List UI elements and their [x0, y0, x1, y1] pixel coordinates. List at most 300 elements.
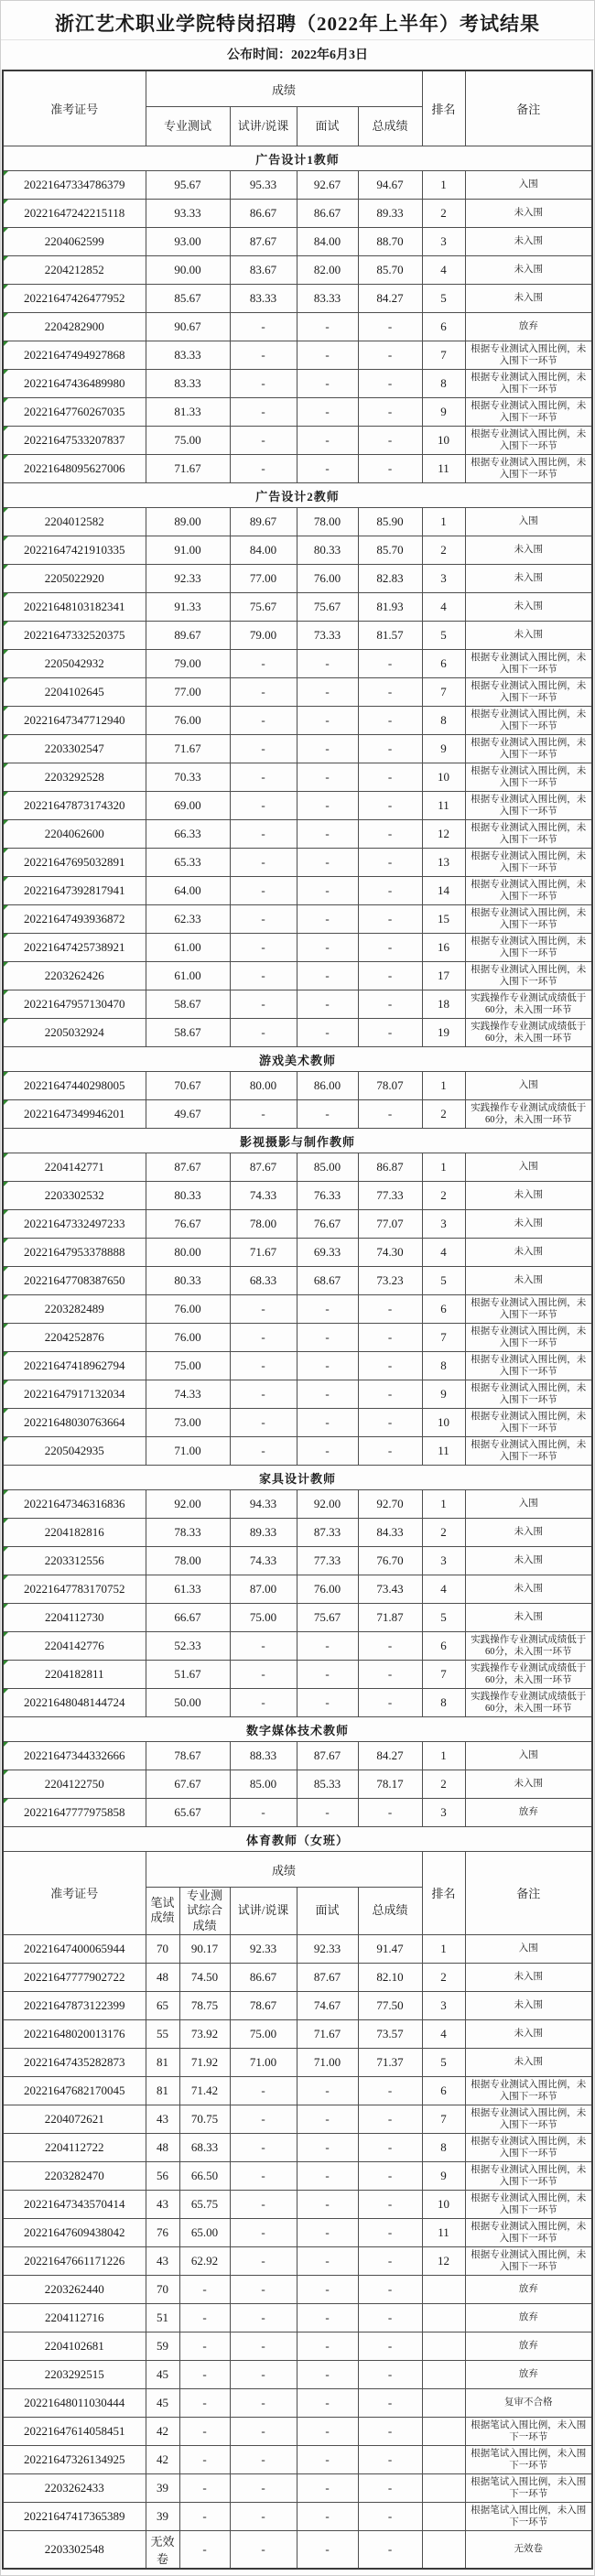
corner-marker-icon [4, 285, 8, 289]
exam-id-cell: 20221647347712940 [3, 707, 146, 735]
total-score-cell: - [358, 2332, 422, 2360]
trial-lecture-score-cell: - [230, 877, 297, 905]
rank-cell: 9 [422, 2161, 465, 2190]
rank-cell: 10 [422, 1409, 465, 1437]
total-score-cell: - [358, 370, 422, 398]
rank-cell: 8 [422, 370, 465, 398]
written-score-cell: 43 [146, 2246, 179, 2275]
remark-cell: 未入围 [465, 1547, 592, 1575]
rank-cell: 11 [422, 455, 465, 483]
corner-marker-icon [4, 763, 8, 768]
trial-lecture-score-cell: 71.67 [230, 1239, 297, 1267]
professional-test-score-cell: 69.00 [146, 792, 230, 820]
remark-cell: 未入围 [465, 1182, 592, 1210]
interview-score-cell: - [297, 877, 358, 905]
total-score-cell: - [358, 1632, 422, 1661]
header-remark: 备注 [465, 70, 592, 146]
exam-id-cell: 2205022920 [3, 565, 146, 593]
remark-cell: 未入围 [465, 1963, 592, 1991]
trial-lecture-score-cell: - [230, 962, 297, 990]
rank-cell: 5 [422, 1604, 465, 1632]
professional-test-score-cell: 78.33 [146, 1519, 230, 1547]
interview-score-cell: - [297, 455, 358, 483]
rank-cell: 1 [422, 1153, 465, 1182]
professional-test-score-cell: 71.00 [146, 1437, 230, 1466]
interview-score-cell: - [297, 398, 358, 427]
exam-id-cell: 20221647682170045 [3, 2076, 146, 2105]
trial-lecture-score-cell: - [230, 370, 297, 398]
result-row [3, 1799, 592, 1827]
remark-cell: 未入围 [465, 1991, 592, 2019]
professional-combined-score-cell: 62.92 [179, 2246, 230, 2275]
trial-lecture-score-cell: 86.67 [230, 1963, 297, 1991]
remark-cell: 未入围 [465, 1239, 592, 1267]
corner-marker-icon [4, 1182, 8, 1186]
professional-test-score-cell: 61.33 [146, 1575, 230, 1604]
professional-test-score-cell: 75.00 [146, 1352, 230, 1380]
professional-combined-score-cell: - [179, 2502, 230, 2530]
interview-score-cell: - [297, 2246, 358, 2275]
result-row [3, 2275, 592, 2303]
trial-lecture-score-cell: 88.33 [230, 1742, 297, 1770]
interview-score-cell: - [297, 1352, 358, 1380]
exam-id-cell: 20221647349946201 [3, 1100, 146, 1129]
remark-cell: 未入围 [465, 2048, 592, 2076]
exam-id-cell: 20221648048144724 [3, 1689, 146, 1717]
remark-cell: 未入围 [465, 1575, 592, 1604]
corner-marker-icon [4, 1437, 8, 1442]
interview-score-cell: - [297, 2105, 358, 2133]
trial-lecture-score-cell: 77.00 [230, 565, 297, 593]
trial-lecture-score-cell: 74.33 [230, 1547, 297, 1575]
interview-score-cell: 92.33 [297, 1934, 358, 1963]
trial-lecture-score-cell: 80.00 [230, 1072, 297, 1100]
corner-marker-icon [4, 1295, 8, 1300]
total-score-cell: - [358, 962, 422, 990]
written-score-cell: 70 [146, 1934, 179, 1963]
remark-cell: 实践操作专业测试成绩低于60分，未入围一环节 [465, 1661, 592, 1689]
professional-combined-score-cell: - [179, 2445, 230, 2473]
trial-lecture-score-cell: - [230, 2133, 297, 2161]
result-row [3, 1604, 592, 1632]
professional-combined-score-cell: - [179, 2332, 230, 2360]
written-score-cell: 39 [146, 2502, 179, 2530]
trial-lecture-score-cell: - [230, 849, 297, 877]
result-row [3, 1519, 592, 1547]
exam-id-cell: 20221647426477952 [3, 285, 146, 313]
remark-cell: 根据笔试入围比例，未入围下一环节 [465, 2417, 592, 2445]
trial-lecture-score-cell: 89.67 [230, 508, 297, 536]
total-score-cell: - [358, 2218, 422, 2246]
trial-lecture-score-cell: - [230, 934, 297, 962]
interview-score-cell: 78.00 [297, 508, 358, 536]
result-row [3, 1770, 592, 1799]
corner-marker-icon [4, 792, 8, 796]
rank-cell: 2 [422, 200, 465, 228]
header-score-group: 成绩 [146, 1852, 422, 1888]
corner-marker-icon [4, 1799, 8, 1803]
result-row [3, 877, 592, 905]
rank-cell: 13 [422, 849, 465, 877]
interview-score-cell: 87.67 [297, 1963, 358, 1991]
rank-cell [422, 2332, 465, 2360]
result-row [3, 1100, 592, 1129]
total-score-cell: - [358, 1295, 422, 1324]
interview-score-cell: 85.33 [297, 1770, 358, 1799]
trial-lecture-score-cell: 89.33 [230, 1519, 297, 1547]
trial-lecture-score-cell: 92.33 [230, 1934, 297, 1963]
interview-score-cell: 76.67 [297, 1210, 358, 1239]
trial-lecture-score-cell: - [230, 735, 297, 763]
exam-id-cell: 20221647326134925 [3, 2445, 146, 2473]
total-score-cell: 88.70 [358, 228, 422, 256]
corner-marker-icon [4, 171, 8, 176]
total-score-cell: - [358, 2360, 422, 2388]
professional-test-score-cell: 83.33 [146, 370, 230, 398]
total-score-cell: - [358, 792, 422, 820]
exam-id-cell: 2204062599 [3, 228, 146, 256]
remark-cell: 未入围 [465, 622, 592, 650]
trial-lecture-score-cell: - [230, 2502, 297, 2530]
result-row [3, 1210, 592, 1239]
total-score-cell: 71.87 [358, 1604, 422, 1632]
professional-combined-score-cell: - [179, 2417, 230, 2445]
professional-test-score-cell: 89.00 [146, 508, 230, 536]
trial-lecture-score-cell: 85.00 [230, 1770, 297, 1799]
professional-test-score-cell: 66.67 [146, 1604, 230, 1632]
exam-id-cell: 20221647332520375 [3, 622, 146, 650]
corner-marker-icon [4, 1409, 8, 1413]
corner-marker-icon [4, 313, 8, 318]
rank-cell: 12 [422, 820, 465, 849]
trial-lecture-score-cell: 78.00 [230, 1210, 297, 1239]
interview-score-cell: - [297, 650, 358, 678]
exam-id-cell: 2203262426 [3, 962, 146, 990]
interview-score-cell: 85.00 [297, 1153, 358, 1182]
rank-cell: 6 [422, 650, 465, 678]
total-score-cell: - [358, 455, 422, 483]
corner-marker-icon [4, 905, 8, 910]
exam-id-cell: 20221647421910335 [3, 536, 146, 565]
remark-cell: 根据专业测试入围比例，未入围下一环节 [465, 849, 592, 877]
interview-score-cell: - [297, 2133, 358, 2161]
result-row [3, 2190, 592, 2218]
interview-score-cell: - [297, 370, 358, 398]
corner-marker-icon [4, 1072, 8, 1077]
interview-score-cell: - [297, 2190, 358, 2218]
header-score-group: 成绩 [146, 70, 422, 107]
corner-marker-icon [4, 990, 8, 995]
exam-id-cell: 20221647435282873 [3, 2048, 146, 2076]
result-row [3, 1239, 592, 1267]
section-title: 广告设计1教师 [3, 146, 592, 171]
professional-test-score-cell: 65.33 [146, 849, 230, 877]
professional-combined-score-cell: 65.75 [179, 2190, 230, 2218]
interview-score-cell: 73.33 [297, 622, 358, 650]
result-row [3, 2445, 592, 2473]
trial-lecture-score-cell: - [230, 313, 297, 341]
trial-lecture-score-cell: - [230, 2303, 297, 2332]
exam-id-cell: 20221647873174320 [3, 792, 146, 820]
trial-lecture-score-cell: - [230, 2190, 297, 2218]
rank-cell: 4 [422, 256, 465, 285]
total-score-cell: - [358, 735, 422, 763]
interview-score-cell: 83.33 [297, 285, 358, 313]
corner-marker-icon [4, 877, 8, 882]
trial-lecture-score-cell: - [230, 1352, 297, 1380]
section-row [3, 1717, 592, 1742]
header-interview: 面试 [297, 1888, 358, 1935]
header-trial-lecture: 试讲/说课 [230, 107, 297, 146]
exam-id-cell: 2203302548 [3, 2530, 146, 2569]
total-score-cell: - [358, 341, 422, 370]
corner-marker-icon [4, 536, 8, 541]
remark-cell: 入围 [465, 508, 592, 536]
exam-id-cell: 20221647661171226 [3, 2246, 146, 2275]
professional-test-score-cell: 91.33 [146, 593, 230, 622]
corner-marker-icon [4, 1324, 8, 1328]
rank-cell: 12 [422, 2246, 465, 2275]
remark-cell: 未入围 [465, 285, 592, 313]
rank-cell: 1 [422, 1934, 465, 1963]
corner-marker-icon [4, 1352, 8, 1357]
exam-id-cell: 20221647334786379 [3, 171, 146, 200]
result-row [3, 200, 592, 228]
exam-id-cell: 2203312556 [3, 1547, 146, 1575]
interview-score-cell: - [297, 1799, 358, 1827]
corner-marker-icon [4, 962, 8, 967]
interview-score-cell: - [297, 2530, 358, 2569]
remark-cell: 根据专业测试入围比例，未入围下一环节 [465, 2190, 592, 2218]
result-row [3, 370, 592, 398]
interview-score-cell: - [297, 1100, 358, 1129]
remark-cell: 根据专业测试入围比例，未入围下一环节 [465, 650, 592, 678]
rank-cell: 3 [422, 1210, 465, 1239]
remark-cell: 入围 [465, 1072, 592, 1100]
trial-lecture-score-cell: - [230, 763, 297, 792]
publish-time: 公布时间：2022年6月3日 [227, 49, 368, 62]
corner-marker-icon [4, 1019, 8, 1023]
rank-cell: 6 [422, 1295, 465, 1324]
header-remark: 备注 [465, 1852, 592, 1935]
trial-lecture-score-cell: - [230, 1380, 297, 1409]
interview-score-cell: - [297, 1689, 358, 1717]
result-row [3, 1267, 592, 1295]
result-row [3, 763, 592, 792]
rank-cell: 1 [422, 1742, 465, 1770]
trial-lecture-score-cell: - [230, 2417, 297, 2445]
total-score-cell: - [358, 1380, 422, 1409]
result-row [3, 1380, 592, 1409]
exam-id-cell: 2204212852 [3, 256, 146, 285]
professional-combined-score-cell: - [179, 2303, 230, 2332]
total-score-cell: - [358, 849, 422, 877]
exam-id-cell: 20221647425738921 [3, 934, 146, 962]
interview-score-cell: 92.00 [297, 1490, 358, 1519]
rank-cell: 11 [422, 1437, 465, 1466]
result-row [3, 792, 592, 820]
trial-lecture-score-cell: - [230, 427, 297, 455]
remark-cell: 未入围 [465, 1210, 592, 1239]
remark-cell: 未入围 [465, 1519, 592, 1547]
result-row [3, 934, 592, 962]
trial-lecture-score-cell: - [230, 1324, 297, 1352]
corner-marker-icon [4, 455, 8, 460]
total-score-cell: - [358, 2445, 422, 2473]
trial-lecture-score-cell: - [230, 398, 297, 427]
interview-score-cell: 75.67 [297, 593, 358, 622]
interview-score-cell: 75.67 [297, 1604, 358, 1632]
total-score-cell: 82.83 [358, 565, 422, 593]
corner-marker-icon [4, 1661, 8, 1665]
total-score-cell: 81.93 [358, 593, 422, 622]
professional-test-score-cell: 70.33 [146, 763, 230, 792]
written-score-cell: 56 [146, 2161, 179, 2190]
exam-id-cell: 20221647777975858 [3, 1799, 146, 1827]
professional-combined-score-cell: 66.50 [179, 2161, 230, 2190]
exam-id-cell: 20221647392817941 [3, 877, 146, 905]
trial-lecture-score-cell: - [230, 1409, 297, 1437]
result-row [3, 2473, 592, 2502]
result-row [3, 905, 592, 934]
result-row [3, 1742, 592, 1770]
interview-score-cell: - [297, 2332, 358, 2360]
total-score-cell: 84.27 [358, 285, 422, 313]
interview-score-cell: 76.00 [297, 1575, 358, 1604]
result-row [3, 2530, 592, 2569]
section-row [3, 1827, 592, 1852]
interview-score-cell: - [297, 2275, 358, 2303]
trial-lecture-score-cell: 83.33 [230, 285, 297, 313]
rank-cell: 6 [422, 2076, 465, 2105]
result-row [3, 508, 592, 536]
professional-test-score-cell: 90.67 [146, 313, 230, 341]
interview-score-cell: - [297, 792, 358, 820]
exam-id-cell: 20221647332497233 [3, 1210, 146, 1239]
section-row [3, 1047, 592, 1072]
remark-cell: 根据专业测试入围比例，未入围下一环节 [465, 905, 592, 934]
remark-cell: 未入围 [465, 1770, 592, 1799]
interview-score-cell: - [297, 2388, 358, 2417]
section-row [3, 483, 592, 508]
exam-id-cell: 2203262433 [3, 2473, 146, 2502]
rank-cell: 7 [422, 1661, 465, 1689]
written-score-cell: 42 [146, 2417, 179, 2445]
result-row [3, 2360, 592, 2388]
total-score-cell: 82.10 [358, 1963, 422, 1991]
exam-id-cell: 2204102645 [3, 678, 146, 707]
remark-cell: 根据专业测试入围比例，未入围下一环节 [465, 2246, 592, 2275]
exam-id-cell: 20221647533207837 [3, 427, 146, 455]
exam-id-cell: 2203302547 [3, 735, 146, 763]
header-exam-id: 准考证号 [3, 1852, 146, 1935]
result-row [3, 622, 592, 650]
corner-marker-icon [4, 622, 8, 626]
trial-lecture-score-cell: - [230, 2246, 297, 2275]
interview-score-cell: 77.33 [297, 1547, 358, 1575]
remark-cell: 根据专业测试入围比例，未入围下一环节 [465, 820, 592, 849]
pe-header-row [3, 1852, 592, 1888]
corner-marker-icon [4, 650, 8, 655]
result-row [3, 341, 592, 370]
professional-test-score-cell: 71.67 [146, 735, 230, 763]
remark-cell: 放弃 [465, 2275, 592, 2303]
exam-id-cell: 2203302532 [3, 1182, 146, 1210]
remark-cell: 实践操作专业测试成绩低于60分，未入围一环节 [465, 1019, 592, 1047]
professional-test-score-cell: 58.67 [146, 1019, 230, 1047]
exam-id-cell: 20221647343570414 [3, 2190, 146, 2218]
header-total-score: 总成绩 [358, 1888, 422, 1935]
corner-marker-icon [4, 341, 8, 346]
rank-cell: 7 [422, 2105, 465, 2133]
remark-cell: 根据专业测试入围比例，未入围下一环节 [465, 398, 592, 427]
professional-test-score-cell: 78.67 [146, 1742, 230, 1770]
interview-score-cell: 71.00 [297, 2048, 358, 2076]
exam-id-cell: 2204252876 [3, 1324, 146, 1352]
professional-test-score-cell: 52.33 [146, 1632, 230, 1661]
rank-cell: 17 [422, 962, 465, 990]
professional-test-score-cell: 85.67 [146, 285, 230, 313]
result-row [3, 1352, 592, 1380]
professional-combined-score-cell: 71.42 [179, 2076, 230, 2105]
result-row [3, 962, 592, 990]
interview-score-cell: - [297, 2161, 358, 2190]
result-row [3, 2133, 592, 2161]
professional-test-score-cell: 74.33 [146, 1380, 230, 1409]
professional-test-score-cell: 81.33 [146, 398, 230, 427]
trial-lecture-score-cell: 86.67 [230, 200, 297, 228]
interview-score-cell: - [297, 905, 358, 934]
interview-score-cell: 86.67 [297, 200, 358, 228]
remark-cell: 根据专业测试入围比例，未入围下一环节 [465, 370, 592, 398]
professional-test-score-cell: 83.33 [146, 341, 230, 370]
interview-score-cell: 92.67 [297, 171, 358, 200]
remark-cell: 放弃 [465, 313, 592, 341]
exam-id-cell: 2205032924 [3, 1019, 146, 1047]
trial-lecture-score-cell: 71.00 [230, 2048, 297, 2076]
rank-cell [422, 2275, 465, 2303]
total-score-cell: - [358, 1689, 422, 1717]
interview-score-cell: - [297, 341, 358, 370]
exam-id-cell: 20221647614058451 [3, 2417, 146, 2445]
trial-lecture-score-cell: - [230, 1437, 297, 1466]
total-score-cell: - [358, 905, 422, 934]
interview-score-cell: - [297, 962, 358, 990]
rank-cell [422, 2388, 465, 2417]
total-score-cell: - [358, 1324, 422, 1352]
result-row [3, 536, 592, 565]
result-row [3, 2303, 592, 2332]
exam-id-cell: 20221647777902722 [3, 1963, 146, 1991]
professional-test-score-cell: 58.67 [146, 990, 230, 1019]
total-score-cell: 77.33 [358, 1182, 422, 1210]
interview-score-cell: 87.33 [297, 1519, 358, 1547]
trial-lecture-score-cell: - [230, 1100, 297, 1129]
total-score-cell: - [358, 1437, 422, 1466]
exam-id-cell: 20221647873122399 [3, 1991, 146, 2019]
professional-test-score-cell: 75.00 [146, 427, 230, 455]
result-row [3, 2076, 592, 2105]
result-row [3, 1295, 592, 1324]
remark-cell: 复审不合格 [465, 2388, 592, 2417]
professional-combined-score-cell: 70.75 [179, 2105, 230, 2133]
remark-cell: 根据专业测试入围比例，未入围下一环节 [465, 427, 592, 455]
exam-id-cell: 20221647493936872 [3, 905, 146, 934]
exam-id-cell: 2203282470 [3, 2161, 146, 2190]
professional-test-score-cell: 67.67 [146, 1770, 230, 1799]
total-score-cell: 84.27 [358, 1742, 422, 1770]
professional-combined-score-cell: - [179, 2530, 230, 2569]
